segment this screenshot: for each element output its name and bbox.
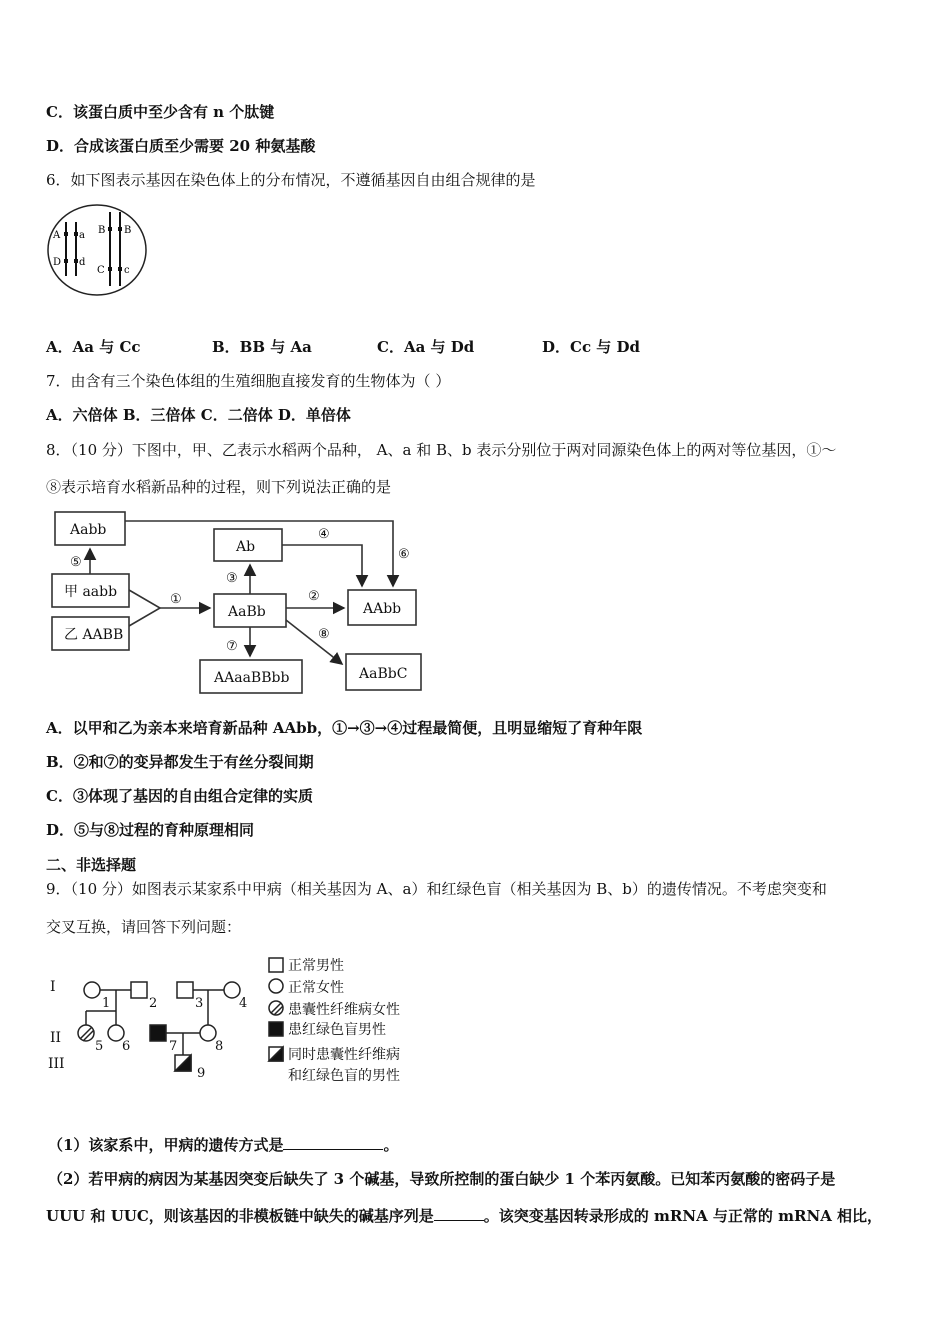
legend-label: 患红绿色盲男性 [288, 1022, 386, 1038]
gene-label: D [53, 257, 62, 268]
box-aaaabbbb: AAaaBBbb [214, 670, 290, 686]
box-ab: Ab [236, 539, 256, 555]
individual-number: 2 [149, 996, 158, 1011]
q8-stem-line1: 8．（10 分）下图中，甲、乙表示水稻两个品种， A、a 和 B、b 表示分别位于两对同源染色体上的两对等位基因，①～ [46, 441, 837, 459]
section-heading: 二、非选择题 [46, 856, 137, 874]
box-yi: 乙 AABB [64, 627, 124, 643]
step-1: ① [170, 592, 182, 607]
step-6: ⑥ [398, 547, 410, 562]
step-5: ⑤ [70, 555, 82, 570]
individual-number: 7 [169, 1039, 178, 1054]
legend-label: 正常男性 [288, 958, 344, 974]
gene-label: A [53, 230, 61, 241]
gene-label: d [79, 257, 86, 268]
individual-number: 4 [239, 996, 248, 1011]
box-aabb-mid: AaBb [228, 604, 266, 620]
gene-label: B [98, 225, 106, 236]
individual-number: 9 [197, 1066, 206, 1081]
legend-label: 患囊性纤维病女性 [288, 1002, 400, 1018]
gene-label: C [97, 265, 105, 276]
q9-sub2-line2 [46, 1206, 882, 1226]
generation-label: II [50, 1030, 62, 1046]
step-2: ② [308, 589, 320, 604]
q6-option-c: C．Aa 与 Dd [377, 338, 475, 356]
gene-label: B [124, 225, 132, 236]
q7-options: A．六倍体 B．三倍体 C．二倍体 D．单倍体 [46, 406, 351, 424]
q5-option-c: C．该蛋白质中至少含有 n 个肽键 [46, 103, 275, 121]
pedigree-chart [46, 955, 296, 1085]
answer-blank-1[interactable] [283, 1135, 383, 1150]
q8-option-a: A．以甲和乙为亲本来培育新品种 AAbb，①→③→④过程最简便，且明显缩短了育种年限 [46, 719, 643, 737]
q5-option-d: D．合成该蛋白质至少需要 20 种氨基酸 [46, 137, 316, 155]
q7-stem: 7．由含有三个染色体组的生殖细胞直接发育的生物体为（ ） [46, 372, 451, 390]
q9-stem-line2: 交叉互换，请回答下列问题： [46, 918, 242, 936]
q8-option-d: D．⑤与⑧过程的育种原理相同 [46, 821, 255, 839]
legend-label: 正常女性 [288, 980, 344, 996]
box-aabb-top: Aabb [70, 522, 107, 538]
individual-number: 1 [102, 996, 111, 1011]
gene-label: c [124, 265, 130, 276]
q8-stem-line2: ⑧表示培育水稻新品种的过程，则下列说法正确的是 [46, 478, 392, 496]
step-3: ③ [226, 571, 238, 586]
q8-option-b: B．②和⑦的变异都发生于有丝分裂间期 [46, 753, 314, 771]
box-jia: 甲 aabb [64, 584, 118, 600]
answer-blank-2[interactable] [434, 1206, 484, 1221]
generation-label: III [48, 1056, 65, 1072]
step-4: ④ [318, 527, 330, 542]
box-aabb-target: AAbb [363, 601, 402, 617]
q9-sub2-line1: （2）若甲病的病因为某基因突变后缺失了 3 个碱基，导致所控制的蛋白缺少 1 个苯丙氨酸。已知苯丙氨酸的密码子是 [48, 1170, 836, 1188]
gene-label: a [79, 230, 85, 241]
individual-number: 8 [215, 1039, 224, 1054]
q9-sub1-prefix: （1）该家系中，甲病的遗传方式是 [48, 1136, 284, 1154]
q9-sub1-suffix: 。 [383, 1136, 399, 1154]
q6-option-d: D．Cc 与 Dd [542, 338, 641, 356]
box-aabbc: AaBbC [359, 666, 408, 682]
step-8: ⑧ [318, 627, 330, 642]
legend-label: 同时患囊性纤维病 [288, 1047, 400, 1063]
generation-label: I [50, 979, 56, 995]
q6-option-a: A．Aa 与 Cc [46, 338, 141, 356]
q6-option-b: B．BB 与 Aa [212, 338, 312, 356]
q8-option-c: C．③体现了基因的自由组合定律的实质 [46, 787, 313, 805]
q9-sub1 [48, 1135, 398, 1155]
chromosome-cell-figure [46, 202, 150, 298]
q9-sub2-prefix: UUU 和 UUC，则该基因的非模板链中缺失的碱基序列是 [46, 1207, 434, 1225]
individual-number: 3 [195, 996, 204, 1011]
q9-stem-line1: 9．（10 分）如图表示某家系中甲病（相关基因为 A、a）和红绿色盲（相关基因为 B、b）的遗传情况。不考虑突变和 [46, 880, 827, 898]
pedigree-legend [266, 955, 436, 1085]
legend-label: 和红绿色盲的男性 [288, 1068, 400, 1084]
q9-sub2-suffix: 。该突变基因转录形成的 mRNA 与正常的 mRNA 相比， [483, 1207, 883, 1225]
step-7: ⑦ [226, 639, 238, 654]
breeding-diagram [50, 508, 430, 700]
individual-number: 5 [95, 1039, 104, 1054]
q6-stem: 6．如下图表示基因在染色体上的分布情况，不遵循基因自由组合规律的是 [46, 171, 536, 189]
individual-number: 6 [122, 1039, 131, 1054]
